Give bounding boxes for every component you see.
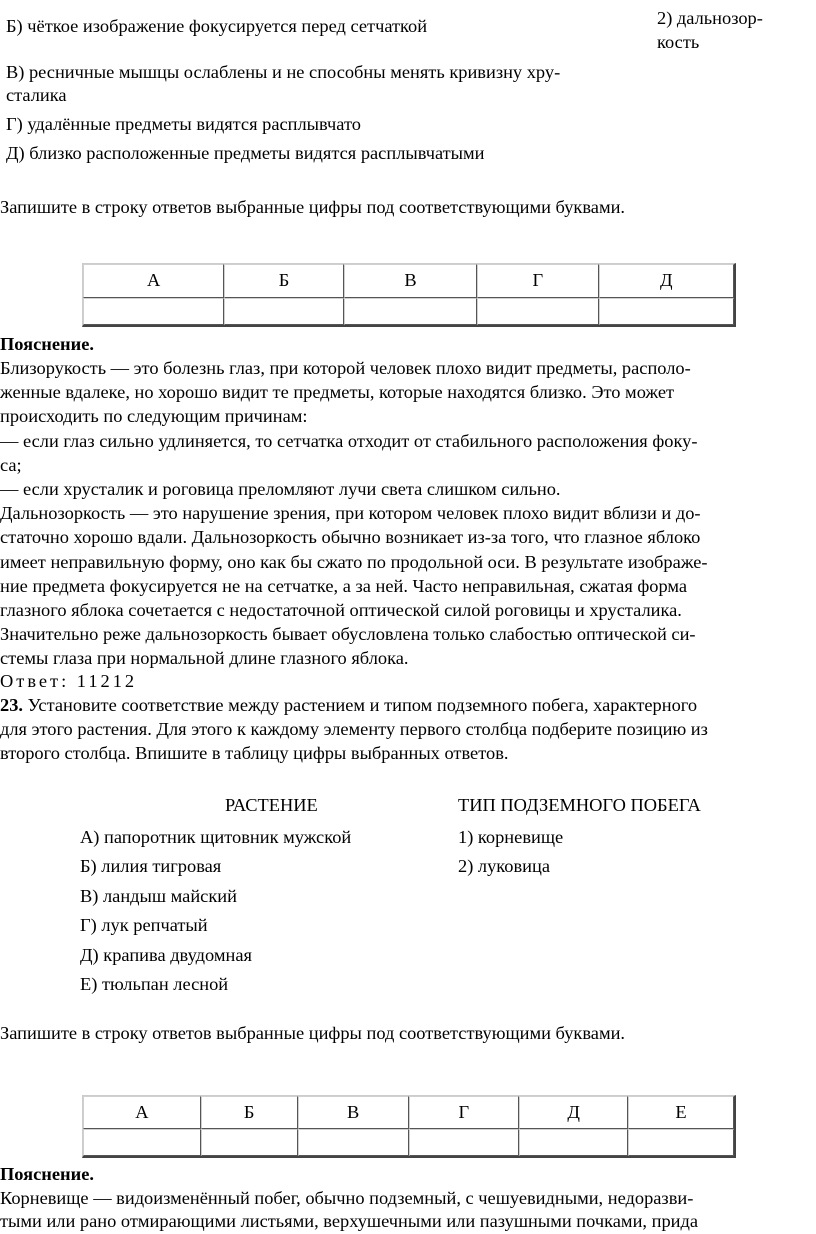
explanation-line: статочно хорошо вдали. Дальнозоркость обычно возникает из-за того, что глазное яблоко [0,527,701,548]
left-column-header: РАСТЕНИЕ [225,795,318,815]
option-b: Б) чёткое изображение фокусируется перед сетчаткой [6,16,428,36]
option-2-line1: 2) дальнозор- [657,8,763,28]
explanation-line: — если глаз сильно удлиняется, то сетчатка отходит от стабильного расположения фоку- [0,430,698,451]
explanation-line: Корневище — видоизменённый побег, обычно подземный, с чешуевидными, недоразви- [0,1188,694,1208]
explanation-line: Значительно реже дальнозоркость бывает обусловлена только слабостью оптической си- [0,624,696,645]
header-cell: Б [201,1096,298,1129]
prompt-line: для этого растения. Для этого к каждому элементу первого столбца подберите позицию из [0,719,708,740]
explanation-line: имеет неправильную форму, оно как бы сжато по продольной оси. В результате изображе- [0,551,708,572]
list-item: Д) крапива двудомная [80,944,252,965]
list-item: Б) лилия тигровая [80,856,222,877]
prompt-line: Установите соответствие между растением и типом подземного побега, характерного [23,695,698,715]
answer-table-q23 [82,1095,736,1158]
header-cell: Д [599,264,734,298]
instruction-q23: Запишите в строку ответов выбранные цифры под соответствующими буквами. [0,1023,626,1043]
answer-cell[interactable] [201,1129,298,1156]
explanation-line: тыми или рано отмирающими листьями, верхушечными или пазушными почками, придa [0,1211,698,1231]
explanation-line: происходить по следующим причинам: [0,406,308,427]
explanation-line: женные вдалеке, но хорошо видит те предметы, которые находятся близко. Это может [0,382,675,403]
answer-cell[interactable] [224,298,343,325]
list-item: Е) тюльпан лесной [80,974,229,995]
header-cell: Е [628,1096,734,1129]
right-column-header: ТИП ПОДЗЕМНОГО ПОБЕГА [458,795,701,815]
instruction-q22: Запишите в строку ответов выбранные цифры под соответствующими буквами. [0,197,626,217]
list-item: Г) лук репчатый [80,915,208,936]
explanation-q22 [0,356,707,671]
header-cell: В [344,264,477,298]
answer-cell[interactable] [83,1129,201,1156]
answer-cell[interactable] [409,1129,520,1156]
explanation-line: глазного яблока сочетается с недостаточной оптической силой роговицы и хрусталика. [0,600,682,621]
list-item: 2) луковица [458,856,551,877]
header-cell: Б [224,264,343,298]
explanation-line: Дальнозоркость — это нарушение зрения, при котором человек плохо видит вблизи и до- [0,503,701,524]
answer-cell[interactable] [599,298,734,325]
header-cell: А [83,1096,201,1129]
option-d: Д) близко расположенные предметы видятся расплывчатыми [6,143,485,163]
option-v-cont: сталика [6,85,67,105]
explanation-q23 [0,1187,698,1233]
prompt-line: второго столбца. Впишите в таблицу цифры выбранных ответов. [0,743,509,764]
prompt-q23 [0,693,708,766]
option-g: Г) удалённые предметы видятся расплывчато [6,114,361,134]
option-2-line2: кость [657,32,700,52]
explanation-line: — если хрусталик и роговица преломляют лучи света слишком сильно. [0,479,561,500]
answer-cell[interactable] [298,1129,409,1156]
answer-cell[interactable] [344,298,477,325]
header-cell: Д [519,1096,628,1129]
header-cell: Г [477,264,598,298]
explanation-line: са; [0,454,22,475]
explanation-title-q23: Пояснение. [0,1164,94,1184]
explanation-line: ние предмета фокусируется не на сетчатке, а за ней. Часто неправильная, сжатая форма [0,575,688,596]
header-cell: В [298,1096,409,1129]
list-item: 1) корневище [458,827,564,847]
answer-cell[interactable] [628,1129,734,1156]
explanation-line: Близорукость — это болезнь глаз, при которой человек плохо видит предметы, располо- [0,358,691,378]
option-v: В) ресничные мышцы ослаблены и не способны менять кривизну хру- [6,62,561,82]
header-cell: А [83,264,224,298]
question-number: 23. [0,695,23,715]
answer-cell[interactable] [519,1129,628,1156]
list-item: А) папоротник щитовник мужской [80,827,352,847]
left-items [80,823,351,999]
answer-cell[interactable] [83,298,224,325]
option-2 [657,6,763,54]
right-items [458,823,563,882]
answer-q22: Ответ: 11212 [0,671,138,691]
answer-table-q22 [82,263,736,327]
list-item: В) ландыш майский [80,885,237,906]
header-cell: Г [409,1096,520,1129]
explanation-title-q22: Пояснение. [0,334,94,354]
answer-cell[interactable] [477,298,598,325]
explanation-line: стемы глаза при нормальной длине глазного яблока. [0,648,409,669]
